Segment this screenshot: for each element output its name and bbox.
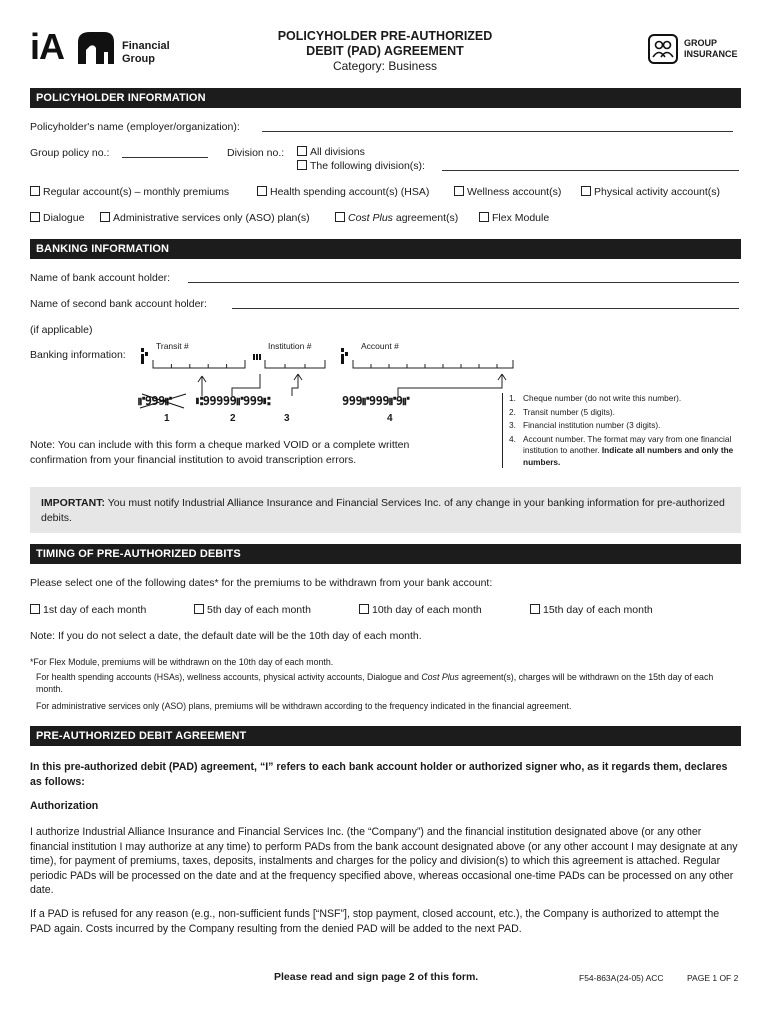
- day-10-label: 10th day of each month: [372, 604, 482, 616]
- policyholder-name-field[interactable]: [262, 131, 733, 132]
- regular-accounts-option[interactable]: [30, 186, 229, 198]
- group-policy-no-label: Group policy no.:: [30, 147, 110, 159]
- wellness-label: Wellness account(s): [467, 186, 562, 198]
- void-cheque-note: Note: You can include with this form a cheque marked VOID or a complete written confirmation from your financial institution to avoid transcription errors.: [30, 439, 410, 466]
- footnote-hsa: [36, 671, 736, 695]
- note-text: Cheque number (do not write this number).: [523, 393, 682, 403]
- following-divisions-checkbox[interactable]: [297, 160, 307, 170]
- section-banking-heading: BANKING INFORMATION: [30, 239, 741, 259]
- banking-notes-list: [502, 393, 740, 468]
- account-holder-label: Name of bank account holder:: [30, 272, 171, 284]
- important-label: IMPORTANT:: [41, 497, 105, 509]
- note-text: Financial institution number (3 digits).: [523, 420, 661, 430]
- section-agreement-heading: PRE-AUTHORIZED DEBIT AGREEMENT: [30, 726, 741, 746]
- account-label: Account #: [361, 341, 399, 351]
- flex-module-label: Flex Module: [492, 212, 550, 224]
- hsa-checkbox[interactable]: [257, 186, 267, 196]
- form-title-line2: DEBIT (PAD) AGREEMENT: [306, 44, 464, 58]
- important-body: You must notify Industrial Alliance Insurance and Financial Services Inc. of any change in your banking information for pre-authorized debits.: [41, 497, 725, 524]
- section-policyholder-heading: POLICYHOLDER INFORMATION: [30, 88, 741, 108]
- footnote-flex: *For Flex Module, premiums will be withdrawn on the 10th day of each month.: [30, 657, 334, 667]
- flex-module-checkbox[interactable]: [479, 212, 489, 222]
- group-insurance-badge: [648, 34, 748, 64]
- hsa-option[interactable]: [257, 186, 429, 198]
- day-5-checkbox[interactable]: [194, 604, 204, 614]
- footnote-aso: For administrative services only (ASO) plans, premiums will be withdrawn according to the frequency indicated in the financial agreement.: [36, 701, 572, 711]
- dialogue-label: Dialogue: [43, 212, 85, 224]
- note-number: 2.: [509, 406, 516, 417]
- form-code: F54-863A(24-05) ACC: [579, 973, 664, 983]
- dialogue-option[interactable]: [30, 212, 84, 224]
- institution-boxes: [265, 360, 325, 368]
- banking-info-boxes: [135, 338, 515, 374]
- logo-financial: Financial: [122, 40, 170, 52]
- footnote-hsa-italic: Cost Plus: [421, 672, 459, 682]
- timing-intro: Please select one of the following dates* for the premiums to be withdrawn from your bank account:: [30, 577, 493, 589]
- aso-label: Administrative services only (ASO) plan(s): [113, 212, 310, 224]
- page-number: PAGE 1 OF 2: [687, 973, 739, 983]
- refused-pad-paragraph: If a PAD is refused for any reason (e.g., non-sufficient funds [“NSF”], stop payment, closed account, etc.), the Company is authorized to attempt the PAD again. Costs incurred by the Company resulting from the denied PAD will be added to the next PAD.: [30, 908, 720, 935]
- account-symbol-icon: [341, 348, 348, 364]
- note-text: Account number. The format may vary from one financial institution to another.: [523, 433, 732, 455]
- institution-label: Institution #: [268, 341, 312, 351]
- flex-module-option[interactable]: [479, 212, 549, 224]
- ia-logo: [30, 28, 180, 70]
- note-number: 3.: [509, 420, 516, 430]
- footnote-hsa-a: For health spending accounts (HSAs), wellness accounts, physical activity accounts, Dialogue and: [36, 672, 422, 682]
- footnote-hsa-b: agreement(s), charges will be withdrawn on the 15th day of each month.: [36, 672, 714, 694]
- insurance-label: INSURANCE: [684, 49, 738, 59]
- division-no-label: Division no.:: [227, 147, 285, 159]
- if-applicable-note: (if applicable): [30, 324, 93, 336]
- note-item: [509, 393, 740, 405]
- regular-accounts-checkbox[interactable]: [30, 186, 40, 196]
- group-label: GROUP: [684, 38, 718, 48]
- cost-plus-italic: Cost Plus: [348, 212, 393, 224]
- wellness-option[interactable]: [454, 186, 561, 198]
- read-sign-note: Please read and sign page 2 of this form.: [274, 971, 479, 983]
- transit-symbol-icon: [141, 348, 148, 364]
- day-15-label: 15th day of each month: [543, 604, 653, 616]
- cheque-number-sample: ⑈999⑈: [138, 394, 172, 408]
- policyholder-name-label: Policyholder's name (employer/organization):: [30, 121, 240, 133]
- second-holder-label: Name of second bank account holder:: [30, 298, 207, 310]
- day-1-option[interactable]: [30, 604, 146, 616]
- pointer-number-4: 4: [387, 413, 393, 424]
- form-title: [250, 29, 520, 74]
- default-date-note: Note: If you do not select a date, the default date will be the 10th day of each month.: [30, 630, 422, 642]
- group-policy-no-field[interactable]: [122, 157, 208, 158]
- all-divisions-checkbox[interactable]: [297, 146, 307, 156]
- day-10-checkbox[interactable]: [359, 604, 369, 614]
- second-holder-field[interactable]: [232, 308, 739, 309]
- section-timing-heading: TIMING OF PRE-AUTHORIZED DEBITS: [30, 544, 741, 564]
- following-divisions-field[interactable]: [442, 170, 739, 171]
- day-5-option[interactable]: [194, 604, 311, 616]
- following-divisions-option[interactable]: [297, 160, 425, 172]
- agreement-intro: In this pre-authorized debit (PAD) agreement, “I” refers to each bank account holder or authorized signer who, as it regards them, declares as follows:: [30, 761, 728, 788]
- wellness-checkbox[interactable]: [454, 186, 464, 196]
- pointer-number-3: 3: [284, 413, 290, 424]
- aso-option[interactable]: [100, 212, 310, 224]
- authorization-title: Authorization: [30, 800, 99, 812]
- account-holder-field[interactable]: [188, 282, 739, 283]
- cost-plus-label: agreement(s): [392, 212, 459, 224]
- ia-logo-text: iA: [30, 26, 64, 67]
- physical-activity-option[interactable]: [581, 186, 720, 198]
- authorization-paragraph: I authorize Industrial Alliance Insurance and Financial Services Inc. (the “Company”) and the financial institution designated above (or any other financial institution I may authorize at any time) to perform PADs from the bank account designated above (or any other account I may designate at any time), for payment of premiums, taxes, deposits, instalments and charges for the policy and division(s) to which this agreement is attached. Regular periodic PADs will be processed on the date and at the frequency specified above, whereas occasional one-time PADs can be processed on any other date.: [30, 826, 738, 896]
- day-5-label: 5th day of each month: [207, 604, 311, 616]
- day-15-option[interactable]: [530, 604, 653, 616]
- note-text-wrap: [523, 434, 740, 469]
- banking-info-label: Banking information:: [30, 349, 126, 361]
- pointer-number-1: 1: [164, 413, 170, 424]
- day-1-label: 1st day of each month: [43, 604, 147, 616]
- day-1-checkbox[interactable]: [30, 604, 40, 614]
- transit-label: Transit #: [156, 341, 189, 351]
- transit-boxes: [153, 360, 245, 368]
- note-item: [509, 434, 740, 469]
- dialogue-checkbox[interactable]: [30, 212, 40, 222]
- form-title-line1: POLICYHOLDER PRE-AUTHORIZED: [277, 29, 493, 43]
- elephant-logo-icon: [74, 30, 116, 66]
- note-number: 1.: [509, 393, 516, 403]
- cost-plus-checkbox[interactable]: [335, 212, 345, 222]
- account-sample: 999⑈999⑈9⑈: [342, 394, 410, 408]
- note-text-bold: Indicate all numbers and only the numbers.: [523, 445, 734, 467]
- cross-out-icon: [138, 392, 188, 410]
- note-number: 4.: [509, 433, 516, 444]
- following-divisions-label: The following division(s):: [310, 160, 425, 172]
- note-item: [509, 420, 740, 432]
- transit-institution-sample: ⑆99999⑈999⑆: [196, 394, 270, 408]
- important-text: [41, 496, 731, 525]
- logo-group: Group: [122, 53, 155, 65]
- physical-activity-label: Physical activity account(s): [594, 186, 721, 198]
- pointer-number-2: 2: [230, 413, 236, 424]
- people-icon: [648, 34, 678, 64]
- cheque-sample: [138, 394, 458, 410]
- aso-checkbox[interactable]: [100, 212, 110, 222]
- day-10-option[interactable]: [359, 604, 482, 616]
- note-text: Transit number (5 digits).: [523, 406, 615, 417]
- institution-separator-icon: [253, 354, 261, 360]
- all-divisions-label: All divisions: [310, 146, 365, 158]
- note-item: [509, 407, 740, 419]
- all-divisions-option[interactable]: [297, 146, 365, 158]
- account-boxes: [353, 360, 513, 368]
- cost-plus-option[interactable]: [335, 212, 458, 224]
- regular-accounts-label: Regular account(s) – monthly premiums: [43, 186, 230, 198]
- hsa-label: Health spending account(s) (HSA): [270, 186, 430, 198]
- form-category: Category: Business: [332, 59, 438, 73]
- physical-activity-checkbox[interactable]: [581, 186, 591, 196]
- day-15-checkbox[interactable]: [530, 604, 540, 614]
